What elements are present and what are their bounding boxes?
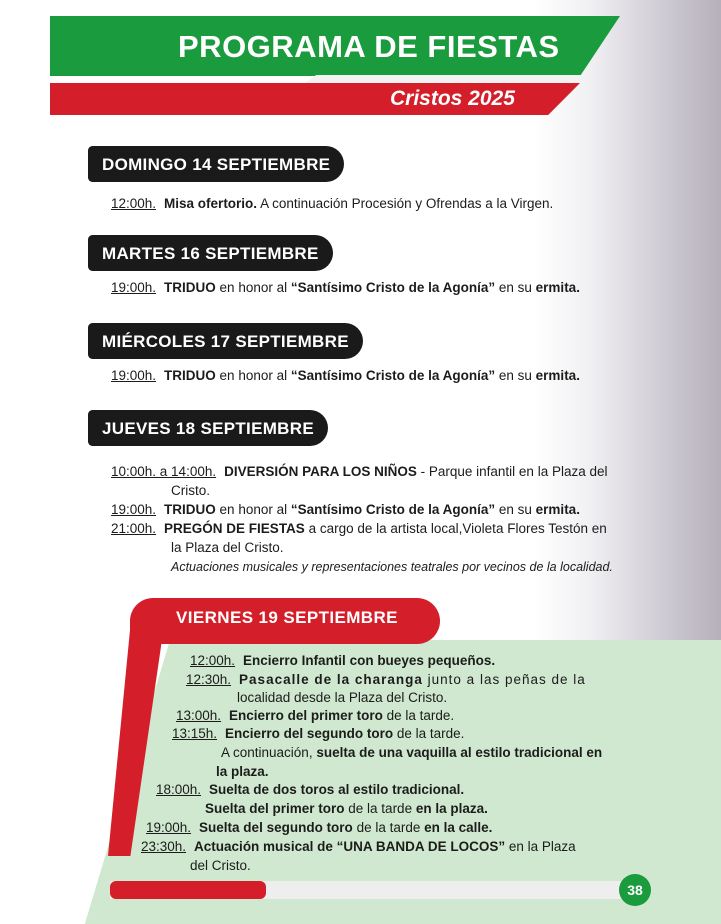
event-viernes-1315: 13:15h. Encierro del segundo toro de la tarde. <box>172 726 465 741</box>
header-divider <box>305 75 585 83</box>
day-heading-jueves: JUEVES 18 SEPTIEMBRE <box>88 410 328 446</box>
event-time: 12:00h. <box>111 196 157 211</box>
event-viernes-primer-toro: Suelta del primer toro de la tarde en la plaza. <box>205 801 488 816</box>
day-heading-domingo: DOMINGO 14 SEPTIEMBRE <box>88 146 344 182</box>
day-heading-martes: MARTES 16 SEPTIEMBRE <box>88 235 333 271</box>
event-time: 13:00h. <box>176 708 222 723</box>
event-miercoles-1900: 19:00h. TRIDUO en honor al “Santísimo Cristo de la Agonía” en su ermita. <box>111 368 580 383</box>
page-subtitle: Cristos 2025 <box>390 87 515 110</box>
event-time: 19:00h. <box>111 280 157 295</box>
page-title: PROGRAMA DE FIESTAS <box>178 29 560 64</box>
event-viernes-vaquilla: A continuación, suelta de una vaquilla al estilo tradicional en <box>221 745 603 760</box>
day-heading-miercoles: MIÉRCOLES 17 SEPTIEMBRE <box>88 323 363 359</box>
event-jueves-1000-cont: Cristo. <box>171 483 211 498</box>
event-jueves-2100-note: Actuaciones musicales y representaciones teatrales por vecinos de la localidad. <box>171 560 613 574</box>
event-viernes-1200: 12:00h. Encierro Infantil con bueyes pequeños. <box>190 653 496 668</box>
event-time: 18:00h. <box>156 782 202 797</box>
event-time: 19:00h. <box>146 820 192 835</box>
event-martes-1900: 19:00h. TRIDUO en honor al “Santísimo Cristo de la Agonía” en su ermita. <box>111 280 580 295</box>
event-time: 10:00h. a 14:00h. <box>111 464 217 479</box>
footer-red-accent <box>110 881 266 899</box>
event-time: 13:15h. <box>172 726 218 741</box>
event-time: 12:00h. <box>190 653 236 668</box>
event-jueves-2100-cont: la Plaza del Cristo. <box>171 540 284 555</box>
event-viernes-2330: 23:30h. Actuación musical de “UNA BANDA DE LOCOS” en la Plaza <box>141 839 576 854</box>
event-time: 19:00h. <box>111 502 157 517</box>
event-viernes-2330-cont: del Cristo. <box>190 858 251 873</box>
event-time: 19:00h. <box>111 368 157 383</box>
event-time: 23:30h. <box>141 839 187 854</box>
event-viernes-vaquilla-cont: la plaza. <box>216 764 269 779</box>
event-viernes-1300: 13:00h. Encierro del primer toro de la tarde. <box>176 708 455 723</box>
event-viernes-1800: 18:00h. Suelta de dos toros al estilo tradicional. <box>156 782 465 797</box>
page-number: 38 <box>619 874 651 906</box>
event-jueves-1000: 10:00h. a 14:00h. DIVERSIÓN PARA LOS NIÑOS - Parque infantil en la Plaza del <box>111 464 608 479</box>
event-time: 21:00h. <box>111 521 157 536</box>
event-time: 12:30h. <box>186 672 232 687</box>
event-viernes-1900: 19:00h. Suelta del segundo toro de la tarde en la calle. <box>146 820 493 835</box>
event-viernes-1230: 12:30h. Pasacalle de la charanga junto a las peñas de la <box>186 672 586 687</box>
event-viernes-1230-cont: localidad desde la Plaza del Cristo. <box>237 690 448 705</box>
event-jueves-1900: 19:00h. TRIDUO en honor al “Santísimo Cristo de la Agonía” en su ermita. <box>111 502 580 517</box>
event-domingo-1200: 12:00h. Misa ofertorio. A continuación Procesión y Ofrendas a la Virgen. <box>111 196 554 211</box>
event-jueves-2100: 21:00h. PREGÓN DE FIESTAS a cargo de la artista local,Violeta Flores Testón en <box>111 521 607 536</box>
day-heading-viernes: VIERNES 19 SEPTIEMBRE <box>176 608 398 627</box>
